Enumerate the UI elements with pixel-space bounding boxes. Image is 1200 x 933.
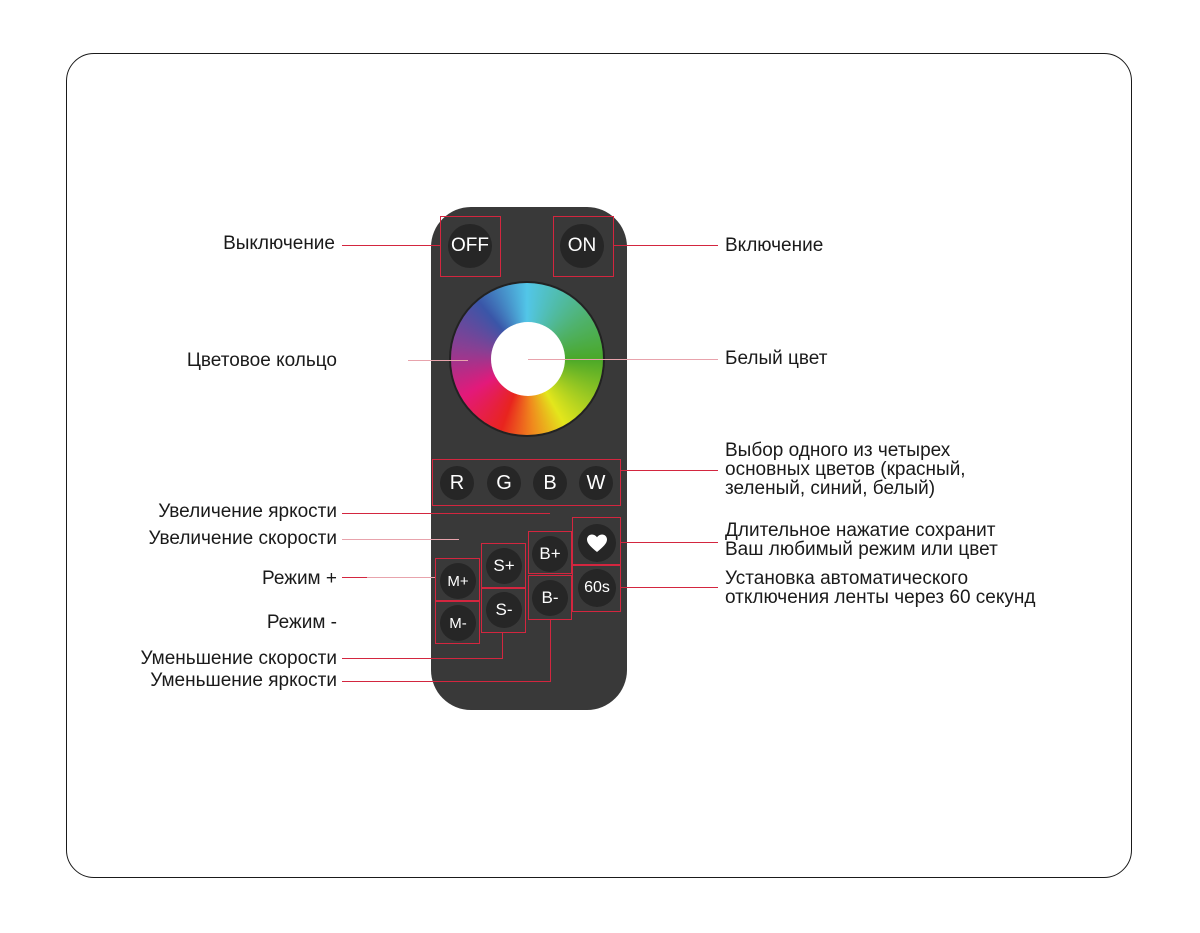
callout-speed-up (342, 539, 459, 540)
speed-minus-highlight (481, 588, 526, 633)
callout-color-ring (408, 360, 468, 361)
callout-off (342, 245, 440, 246)
label-rgbw-line1: Выбор одного из четырех (725, 440, 951, 461)
label-mode-minus: Режим - (266, 612, 337, 633)
favorite-highlight (572, 517, 621, 565)
red-button[interactable]: R (440, 466, 474, 500)
callout-on (614, 245, 718, 246)
label-white: Белый цвет (725, 348, 828, 369)
callout-brightness-up (342, 513, 550, 514)
off-button[interactable]: OFF (448, 224, 492, 268)
on-button[interactable]: ON (560, 224, 604, 268)
label-rgbw-line2: основных цветов (красный, (725, 459, 966, 480)
off-highlight (440, 216, 501, 277)
rgbw-highlight (432, 459, 621, 506)
callout-favorite (621, 542, 718, 543)
timer-60s-button[interactable]: 60s (578, 569, 616, 607)
label-speed-down: Уменьшение скорости (140, 648, 337, 669)
label-off: Выключение (223, 233, 335, 254)
brightness-minus-highlight (528, 575, 572, 620)
label-on: Включение (725, 235, 824, 256)
mode-minus-highlight (435, 600, 480, 644)
callout-speed-down (342, 658, 503, 659)
label-speed-up: Увеличение скорости (148, 528, 337, 549)
brightness-minus-button[interactable]: B- (532, 580, 568, 616)
label-favorite-line1: Длительное нажатие сохранит (725, 520, 996, 541)
callout-timer (621, 587, 718, 588)
label-timer-line2: отключения ленты через 60 секунд (725, 587, 1036, 608)
brightness-plus-button[interactable]: B+ (532, 536, 568, 572)
callout-rgbw (621, 470, 718, 471)
callout-brightness-down-vertical (550, 620, 551, 682)
mode-plus-highlight (435, 558, 480, 602)
callout-mode-plus (342, 577, 367, 578)
label-color-ring: Цветовое кольцо (186, 350, 337, 371)
callout-mode-plus-ext (367, 577, 435, 578)
speed-plus-button[interactable]: S+ (486, 548, 522, 584)
on-highlight (553, 216, 614, 277)
mode-minus-button[interactable]: M- (440, 605, 476, 641)
mode-plus-button[interactable]: M+ (440, 563, 476, 599)
label-favorite-line2: Ваш любимый режим или цвет (725, 539, 998, 560)
label-rgbw-line3: зеленый, синий, белый) (725, 478, 936, 499)
label-brightness-up: Увеличение яркости (158, 501, 337, 522)
speed-minus-button[interactable]: S- (486, 592, 522, 628)
speed-plus-highlight (481, 543, 526, 588)
label-timer-line1: Установка автоматического (725, 568, 969, 589)
label-mode-plus: Режим + (262, 568, 337, 589)
callout-brightness-down (342, 681, 551, 682)
timer-highlight (572, 565, 621, 612)
white-color-button[interactable]: W (579, 466, 613, 500)
brightness-plus-highlight (528, 531, 572, 574)
green-button[interactable]: G (487, 466, 521, 500)
blue-button[interactable]: B (533, 466, 567, 500)
callout-white (528, 359, 718, 360)
callout-speed-down-vertical (502, 633, 503, 659)
label-brightness-down: Уменьшение яркости (150, 670, 337, 691)
